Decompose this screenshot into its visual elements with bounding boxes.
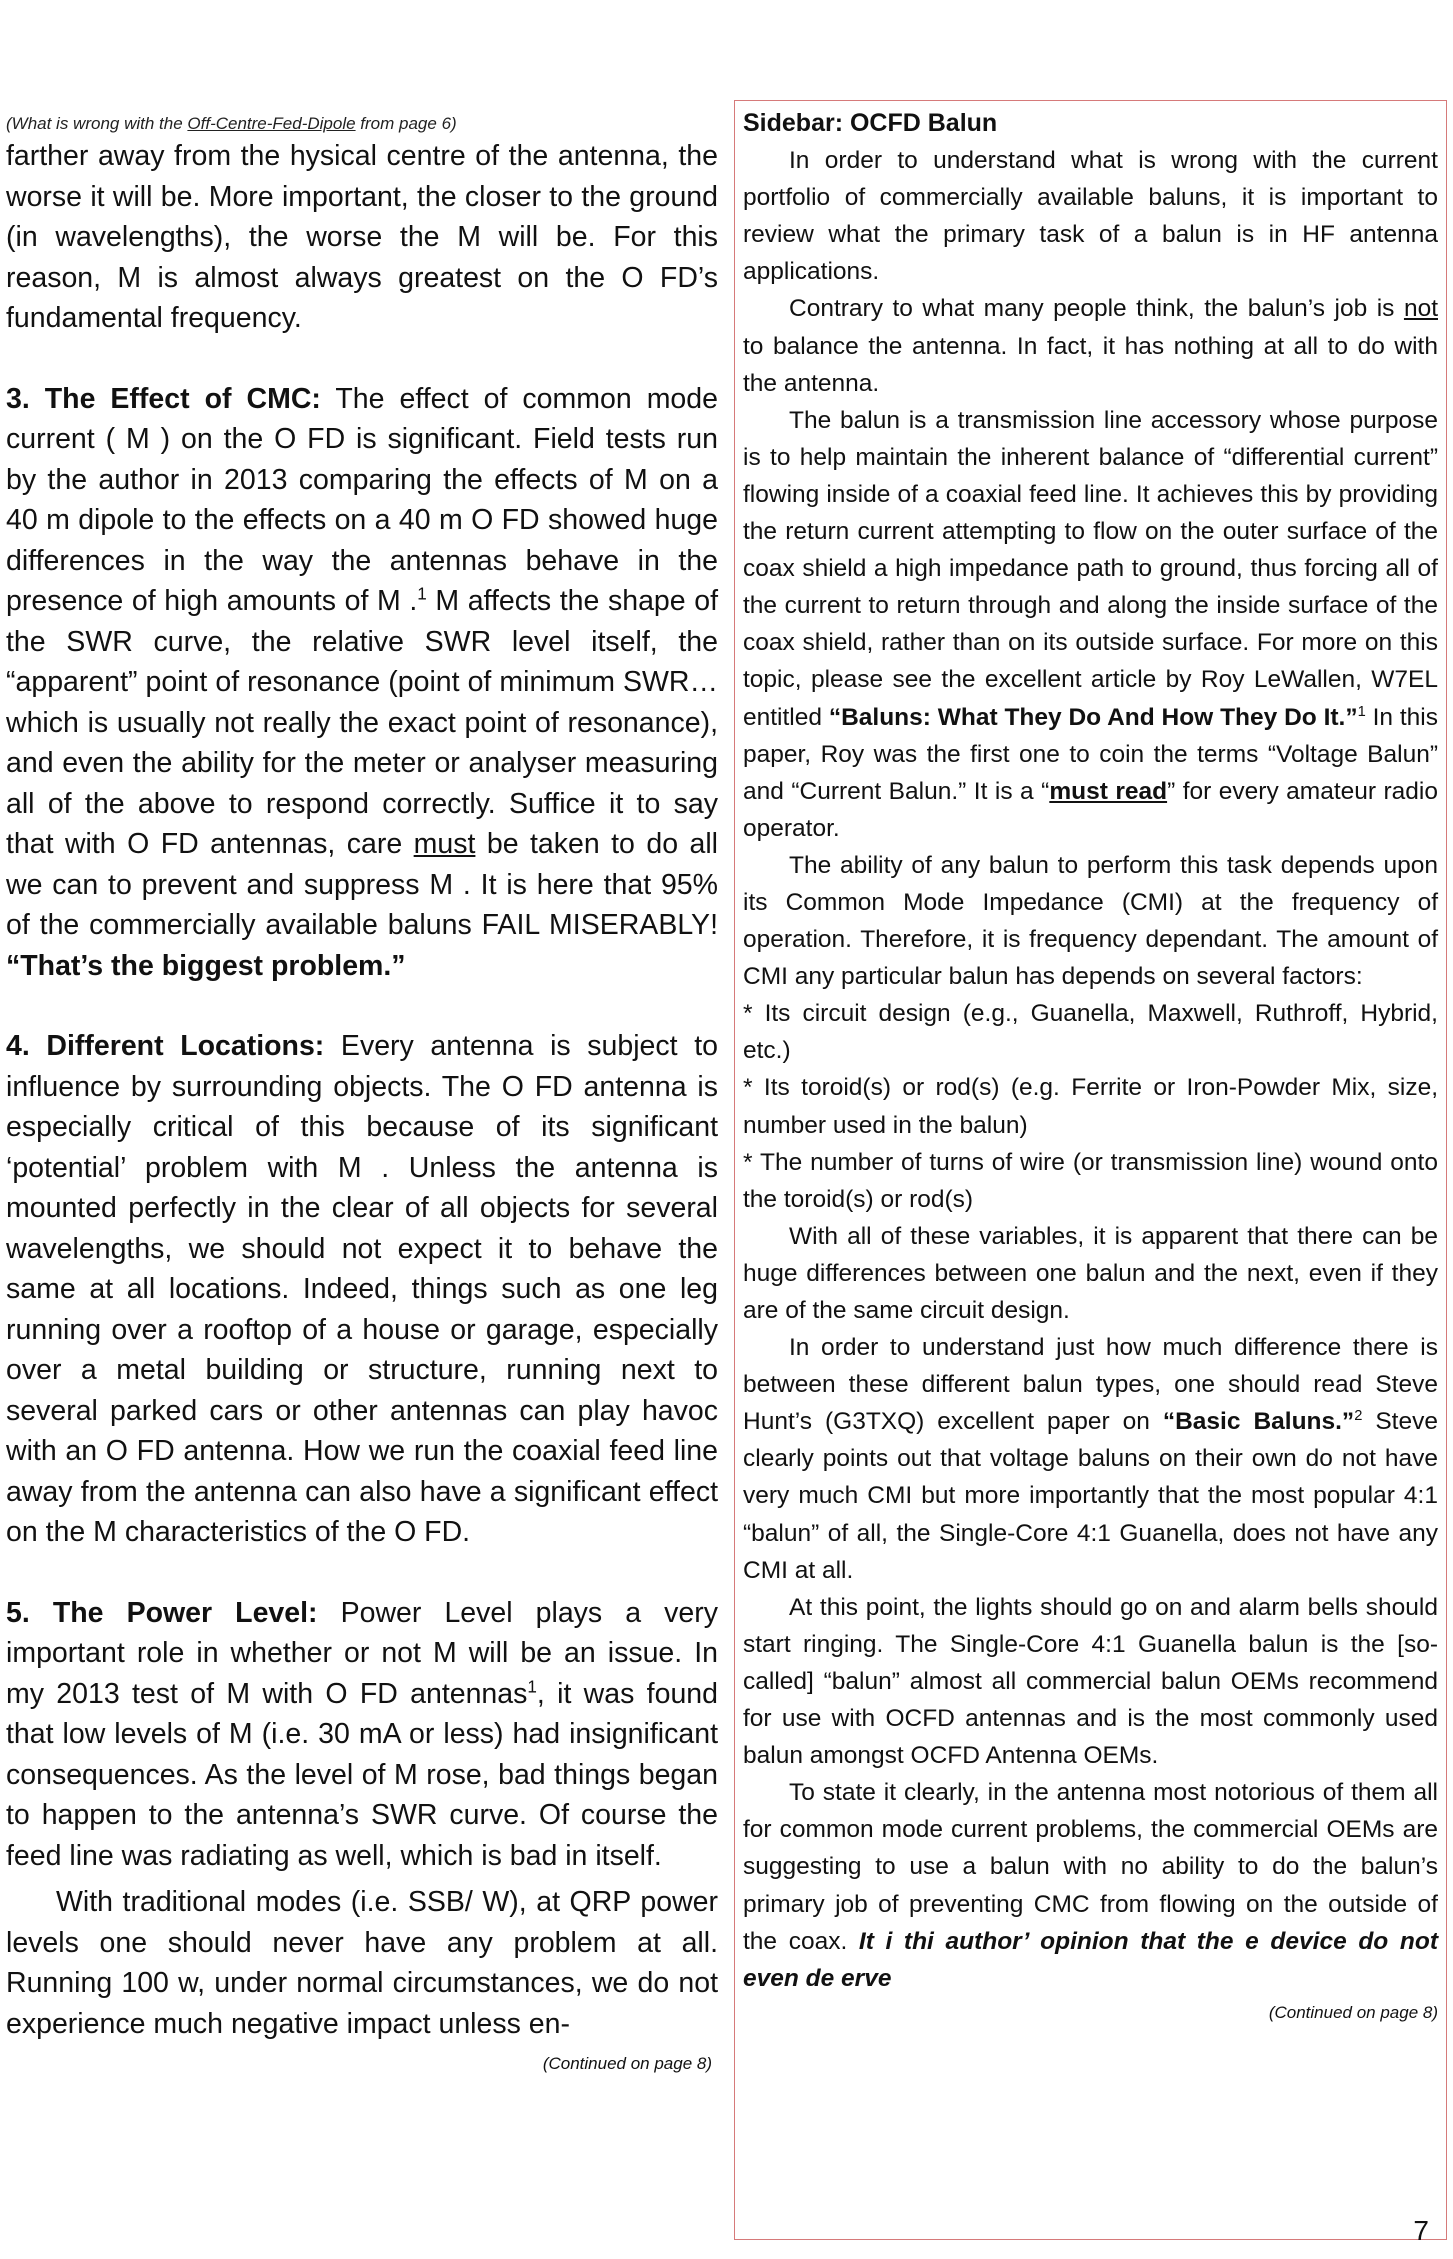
sidebar-paragraph: In order to understand what is wrong with the current portfolio of commercially available baluns, it is important to review what the primary task of a balun is in HF antenna applications. <box>743 147 1438 286</box>
section-5-text-b: , it was found that low levels of M (i.e. 30 mA or less) had insignificant consequences. As the level of M rose, bad things began to happen to the antenna’s SWR curve. Of course the feed line was radiating as well, which is bad in itself. <box>6 1677 718 1872</box>
footnote-ref: 1 <box>1357 703 1366 720</box>
running-head <box>6 112 718 136</box>
continued-note: (Continued on page 8) <box>542 2054 712 2073</box>
continued-note: (Continued on page 8) <box>1268 2002 1438 2022</box>
bullet-item: * The number of turns of wire (or transmission line) wound onto the toroid(s) or rod(s) <box>743 1148 1438 1213</box>
sidebar-box <box>734 100 1447 2240</box>
section-3-text-b: M affects the shape of the SWR curve, the relative SWR level itself, the “apparent” point of resonance (point of minimum SWR… which is usually not really the exact point of resonance), and even the ability for the meter or analyser measuring all of the above to respond correctly. Suffice it to say that with O FD antennas, care <box>6 585 718 860</box>
footnote-ref: 1 <box>417 584 427 604</box>
sidebar-text: To state it clearly, in the antenna most notorious of them all for common mode current problems, the commercial OEMs are suggesting to use a balun with no ability to do the balun’s primary job of preventing CMC from flowing on the outside of the coax. <box>743 1779 1438 1955</box>
emphasis-must-read: must read <box>1049 777 1168 805</box>
footnote-ref: 1 <box>527 1677 537 1696</box>
running-head-link: Off-Centre-Fed-Dipole <box>187 114 356 133</box>
sidebar-text: In order to understand just how much difference there is between these different balun types, one should read Steve Hunt’s (G3TXQ) excellent paper on <box>743 1334 1438 1436</box>
sidebar-paragraph <box>743 290 1438 401</box>
section-3 <box>6 379 718 987</box>
running-head-suffix: from page 6) <box>355 114 457 133</box>
section-4-text: Every antenna is subject to influence by surrounding objects. The O FD antenna is especially critical of this because of its significant ‘potential’ problem with M . Unless the antenna is mounted perfectly in the clear of all objects for several wavelengths, we should not expect it to behave the same at all locations. Indeed, things such as one leg running over a rooftop of a house or garage, especially over a metal building or structure, running next to several parked cars or other antennas can play havoc with an O FD antenna. How we run the coaxial feed line away from the antenna can also have a significant effect on the M characteristics of the O FD. <box>6 1030 718 1548</box>
sidebar-text: The balun is a transmission line accessory whose purpose is to help maintain the inherent balance of “differential current” flowing inside of a coaxial feed line. It achieves this by providing the return current attempting to flow on the outer surface of the coax shield a high impedance path to ground, thus forcing all of the current to return through and along the inside surface of the coax shield, rather than on its outside surface. For more on this topic, please see the excellent article by Roy LeWallen, W7EL entitled <box>743 406 1438 731</box>
emphasis-not: not <box>1403 295 1438 323</box>
sidebar-paragraph: The ability of any balun to perform this task depends upon its Common Mode Impedance (CMI) at the frequency of operation. Therefore, it is frequency dependant. The amount of CMI any particular balun has depends on several factors: <box>743 851 1438 991</box>
section-3-text-c: be taken to do all we can to prevent and suppress M . It is here that 95% of the commercially available baluns FAIL MISERABLY! <box>6 828 718 941</box>
cited-title: “Basic Baluns.” <box>1162 1408 1355 1436</box>
bullet-item: * Its circuit design (e.g., Guanella, Maxwell, Ruthroff, Hybrid, etc.) <box>743 1000 1438 1065</box>
footnote-ref: 2 <box>1354 1408 1363 1425</box>
page-number: 7 <box>1413 2215 1429 2246</box>
section-5 <box>6 1593 718 1877</box>
sidebar-emphasis: It i thi author’ opinion that the e device do not even de erve <box>743 1927 1438 1992</box>
emphasis-must: must <box>413 828 476 860</box>
sidebar-paragraph: At this point, the lights should go on and alarm bells should start ringing. The Single-Core 4:1 Guanella balun is the [so-called] “balun” almost all commercial balun OEMs recommend for use with OCFD antennas and is the most commonly used balun amongst OCFD Antenna OEMs. <box>743 1593 1438 1770</box>
section-3-emphasis: “That’s the biggest problem.” <box>6 949 406 982</box>
sidebar-title: Sidebar: OCFD Balun <box>743 109 998 137</box>
sidebar-paragraph <box>743 402 1438 847</box>
sidebar-text: Steve clearly points out that voltage baluns on their own do not have very much CMI but more importantly that the most popular 4:1 “balun” of all, the Single-Core 4:1 Guanella, does not have any CMI at all. <box>743 1408 1438 1584</box>
running-head-prefix: (What is wrong with the <box>6 114 188 133</box>
section-5-heading: 5. The Power Level: <box>6 1596 318 1629</box>
sidebar-paragraph <box>743 1329 1438 1589</box>
article-paragraph-last: With traditional modes (i.e. SSB/ W), at QRP power levels one should never have any problem at all. Running 100 w, under normal circumstances, we do not experience much negative impact unless en- <box>6 1886 718 2040</box>
section-3-heading: 3. The Effect of CMC: <box>6 382 321 415</box>
sidebar-text: to balance the antenna. In fact, it has nothing at all to do with the antenna. <box>743 332 1438 397</box>
sidebar-paragraph <box>743 1774 1438 1997</box>
article-column <box>6 112 718 2222</box>
section-4-heading: 4. Different Locations: <box>6 1030 325 1062</box>
cited-title: “Baluns: What They Do And How They Do It.” <box>828 703 1358 731</box>
bullet-item: * Its toroid(s) or rod(s) (e.g. Ferrite or Iron-Powder Mix, size, number used in the balun) <box>743 1074 1438 1139</box>
sidebar-text: Contrary to what many people think, the balun’s job is <box>789 295 1404 323</box>
sidebar-paragraph: With all of these variables, it is apparent that there can be huge differences between one balun and the next, even if they are of the same circuit design. <box>743 1222 1438 1324</box>
section-5-text-a: Power Level plays a very important role in whether or not M will be an issue. In my 2013 test of M with O FD antennas <box>6 1596 718 1710</box>
article-paragraph-1: farther away from the hysical centre of the antenna, the worse it will be. More important, the closer to the ground (in wavelengths), the worse the M will be. For this reason, M is almost always greatest on the O FD’s fundamental frequency. <box>6 140 718 334</box>
section-4 <box>6 1026 718 1553</box>
sidebar-text: In this paper, Roy was the first one to coin the terms “Voltage Balun” and “Current Balun.” It is a “ <box>743 703 1438 805</box>
sidebar-text: ” for every amateur radio operator. <box>743 777 1438 842</box>
section-3-text-a: The effect of common mode current ( M ) on the O FD is significant. Field tests run by the author in 2013 comparing the effects of M on a 40 m dipole to the effects on a 40 m O FD showed huge differences in the way the antennas behave in the presence of high amounts of M . <box>6 382 718 617</box>
